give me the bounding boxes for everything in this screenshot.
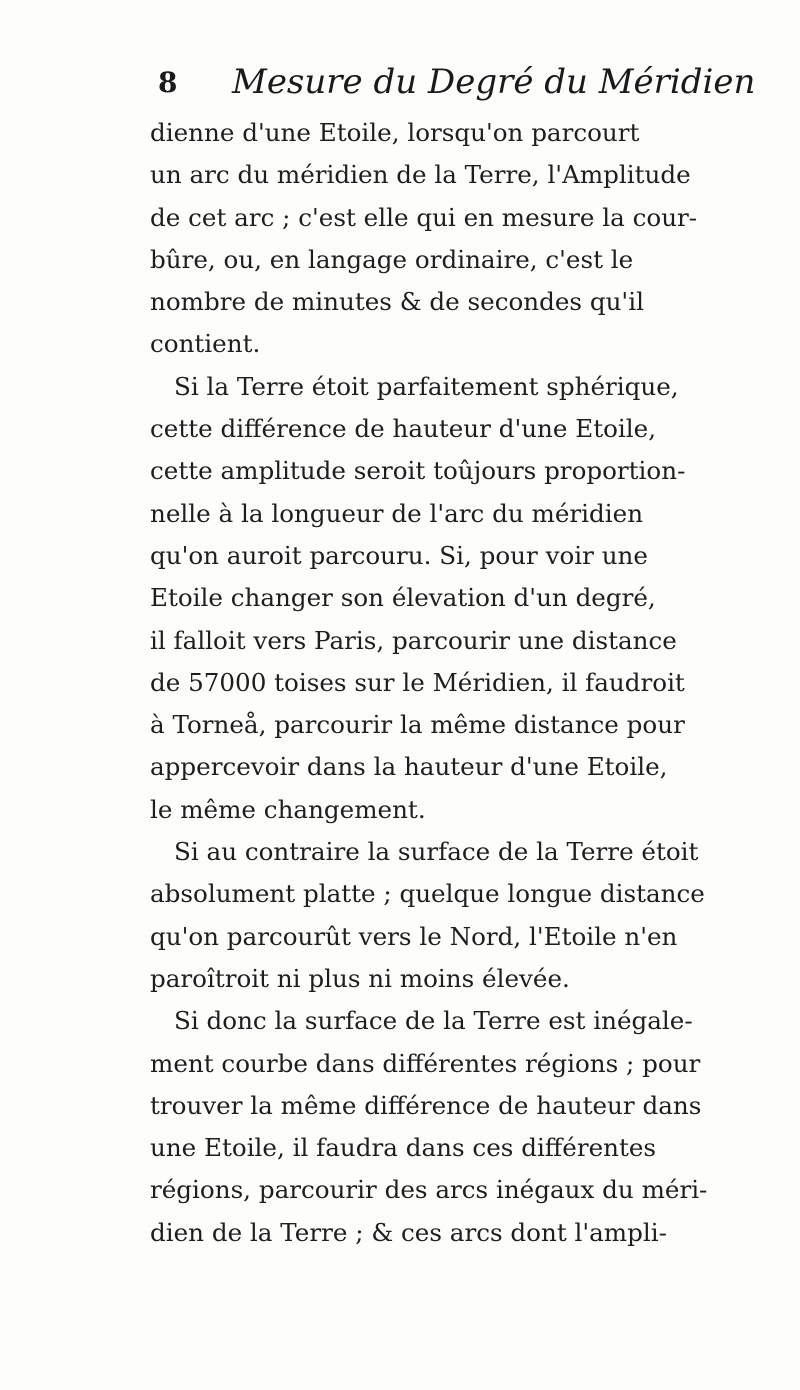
text-line: qu'on auroit parcouru. Si, pour voir une [150, 540, 648, 570]
text-line: Etoile changer son élevation d'un degré, [150, 583, 656, 613]
text-line: il falloit vers Paris, parcourir une distance [150, 625, 677, 655]
text-line: nelle à la longueur de l'arc du méridien [150, 498, 644, 528]
text-line: régions, parcourir des arcs inégaux du méri- [150, 1175, 708, 1205]
running-title: Mesure du Degré du Méridien [232, 62, 756, 102]
paragraph-start-line: Si donc la surface de la Terre est inégale- [174, 1006, 693, 1036]
text-line: dienne d'une Etoile, lorsqu'on parcourt [150, 118, 640, 147]
text-line: de cet arc ; c'est elle qui en mesure la cour- [150, 202, 698, 232]
page-header [158, 62, 756, 106]
text-line: un arc du méridien de la Terre, l'Amplitude [150, 160, 691, 190]
body-text [150, 112, 708, 1254]
text-line: trouver la même différence de hauteur dans [150, 1090, 702, 1120]
text-line: appercevoir dans la hauteur d'une Etoile, [150, 752, 668, 782]
text-line: contient. [150, 329, 261, 359]
text-line: une Etoile, il faudra dans ces différentes [150, 1133, 657, 1163]
text-line: ment courbe dans différentes régions ; pour [150, 1048, 701, 1078]
text-line: bûre, ou, en langage ordinaire, c'est le [150, 244, 634, 274]
text-line: à Torneå, parcourir la même distance pour [150, 710, 685, 740]
text-line: paroîtroit ni plus ni moins élevée. [150, 963, 570, 993]
paragraph-start-line: Si la Terre étoit parfaitement sphérique, [174, 371, 679, 401]
text-line: le même changement. [150, 794, 426, 824]
text-line: nombre de minutes & de secondes qu'il [150, 287, 644, 317]
text-line: dien de la Terre ; & ces arcs dont l'ampli- [150, 1217, 667, 1247]
text-line: qu'on parcourût vers le Nord, l'Etoile n'en [150, 921, 678, 951]
text-line: cette différence de hauteur d'une Etoile, [150, 414, 657, 444]
page-number: 8 [158, 66, 178, 99]
paragraph-start-line: Si au contraire la surface de la Terre étoit [174, 837, 699, 867]
text-line: cette amplitude seroit toûjours proportion- [150, 456, 686, 486]
text-line: absolument platte ; quelque longue distance [150, 879, 705, 909]
text-line: de 57000 toises sur le Méridien, il faudroit [150, 667, 685, 697]
